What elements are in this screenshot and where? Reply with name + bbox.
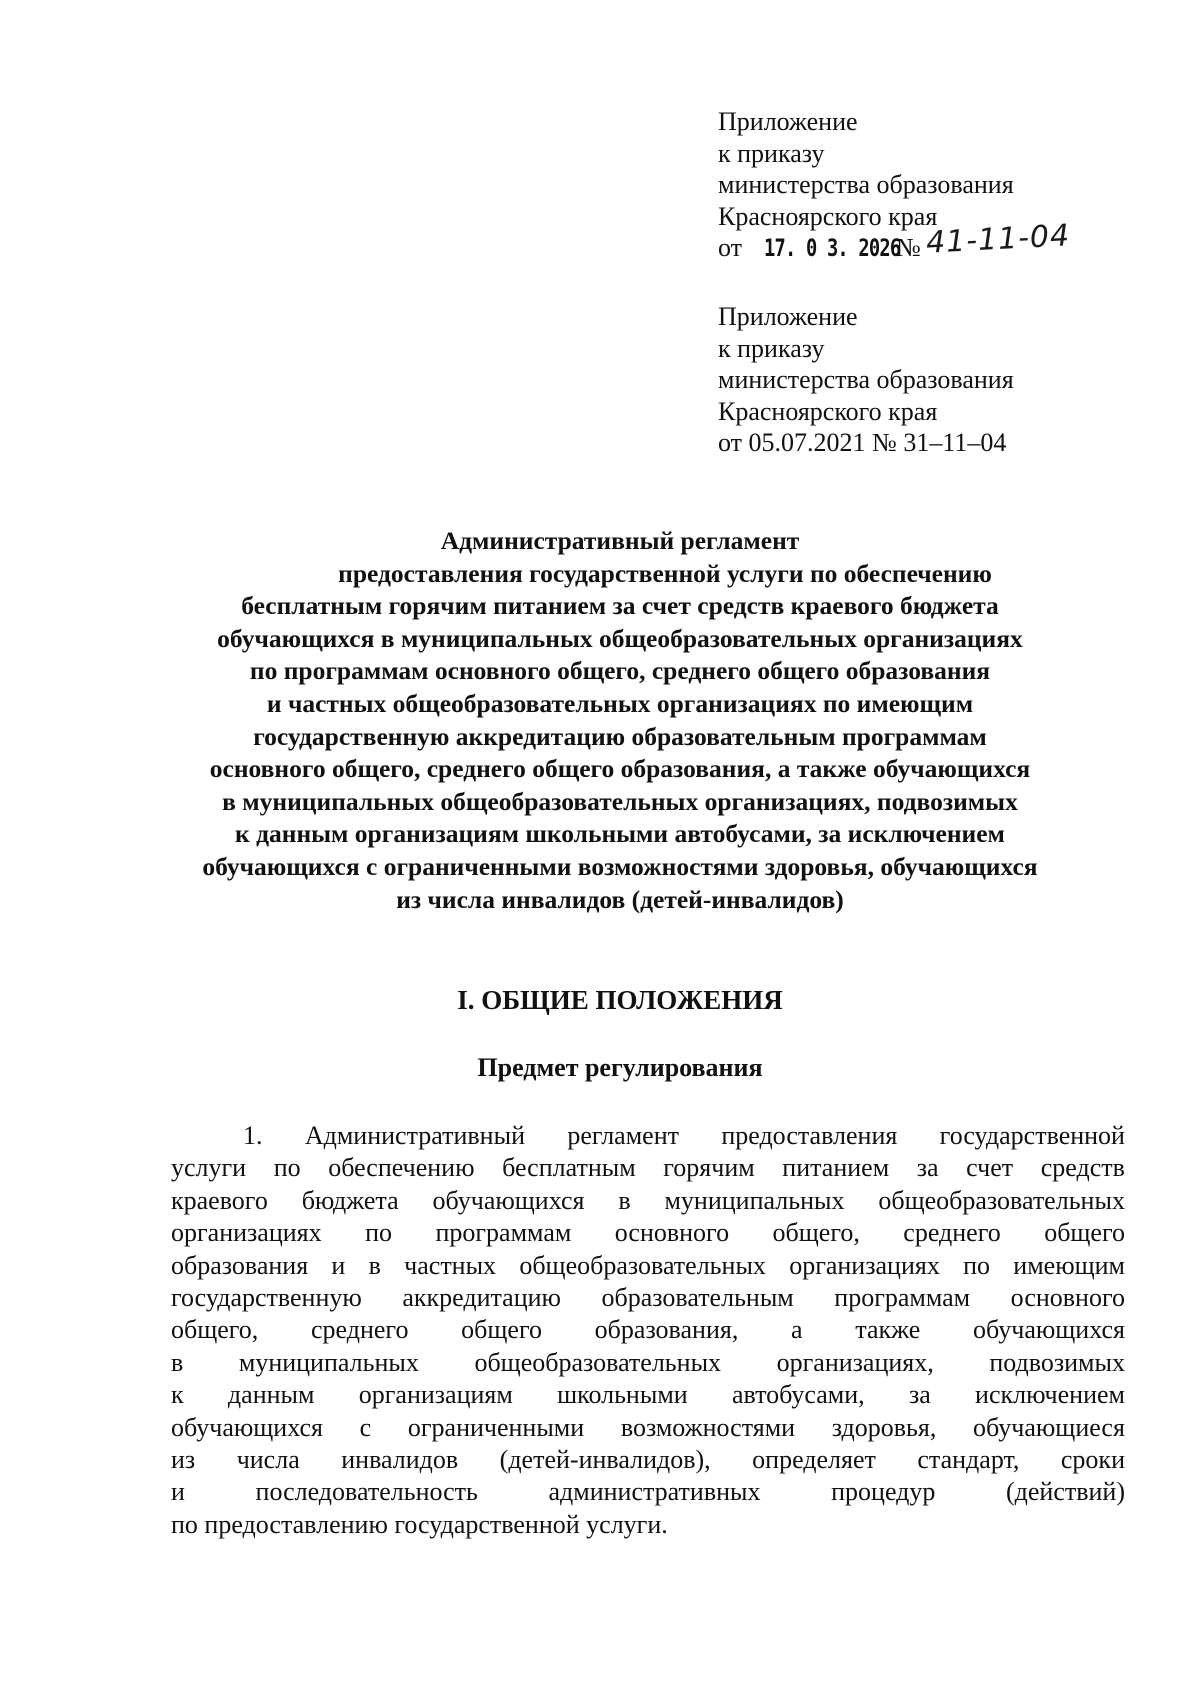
title-line: предоставления государственной услуги по обеспечению [338,558,992,588]
paragraph-word: регламент [567,1121,679,1150]
paragraph-word: организациях [789,1250,940,1280]
paragraph-word: частных [404,1250,497,1280]
paragraph-word: муниципальных [238,1347,419,1377]
paragraph-word: программам [834,1283,971,1313]
paragraph-word: школьными [557,1380,688,1410]
paragraph-word: подвозимых [989,1347,1125,1377]
paragraph-word: данным [227,1380,315,1410]
paragraph-word: в [368,1250,381,1280]
paragraph-word: (действий) [1005,1477,1125,1507]
paragraph-word: программам [435,1218,572,1248]
paragraph-1 [171,1120,1125,1541]
paragraph-word: средств [1040,1153,1125,1183]
paragraph-word: образовательным [601,1283,794,1313]
title-line: государственную аккредитацию образовательным программам [253,721,987,751]
title-line: бесплатным горячим питанием за счет средств краевого бюджета [241,591,999,621]
section-subheading: Предмет регулирования [477,1053,763,1082]
title-line: в муниципальных общеобразовательных организациях, подвозимых [222,786,1018,816]
paragraph-word: за [908,1380,931,1410]
paragraph-word: имеющим [1013,1250,1125,1280]
paragraph-word: аккредитацию [402,1283,561,1313]
paragraph-word: питанием [782,1153,890,1183]
paragraph-word: общего [1044,1218,1125,1248]
paragraph-word: государственную [171,1283,362,1313]
paragraph-word: образования, [594,1315,739,1345]
title-line: и частных общеобразовательных организациях по имеющим [266,688,974,718]
appendix-date-line [718,218,1138,264]
appendix-line: к приказу [718,138,825,168]
paragraph-word: с [359,1412,372,1442]
paragraph-word: обучающихся [973,1315,1125,1345]
paragraph-word: обучающихся [432,1185,585,1215]
paragraph-word: административных [548,1477,761,1507]
paragraph-word: возможностями [620,1412,796,1442]
date-stamp: 17. 0 3. 2026 [764,234,901,263]
paragraph-word: по [963,1250,991,1280]
title-line: из числа инвалидов (детей-инвалидов) [396,884,844,914]
paragraph-word: общего [461,1315,542,1345]
paragraph-word: предоставления [721,1121,898,1150]
paragraph-word: организациях, [776,1347,934,1377]
title-line: обучающихся в муниципальных общеобразовательных организациях [217,623,1023,653]
appendix-line: министерства образования [718,170,1014,200]
appendix-line: к приказу [718,333,825,363]
appendix-line: Красноярского края [718,396,938,426]
document-title [150,525,1090,916]
paragraph-line [171,1314,1125,1346]
paragraph-word: сроки [1060,1445,1125,1475]
paragraph-word: государственной [939,1121,1125,1150]
title-line: обучающихся с ограниченными возможностями здоровья, обучающихся [202,851,1038,881]
paragraph-word: основного [1010,1283,1125,1313]
paragraph-line [171,1250,1125,1282]
paragraph-line [171,1347,1125,1379]
paragraph-word: горячим [663,1153,755,1183]
paragraph-line [171,1152,1125,1184]
paragraph-word: (детей-инвалидов), [499,1445,711,1475]
paragraph-word: за [916,1153,939,1183]
title-line: к данным организациям школьными автобусами, за исключением [235,819,1005,849]
paragraph-line [171,1120,1125,1152]
paragraph-word: обучающихся [171,1412,323,1442]
paragraph-word: в [618,1185,631,1215]
appendix-previous [718,301,1138,459]
paragraph-line [171,1509,1125,1541]
paragraph-word: счет [966,1153,1014,1183]
paragraph-line [171,1379,1125,1411]
paragraph-word: образования [171,1250,309,1280]
paragraph-word: инвалидов [341,1445,459,1475]
paragraph-word: общего, [772,1218,860,1248]
paragraph-word: из [171,1445,196,1475]
paragraph-word: обучающиеся [973,1412,1125,1442]
paragraph-line [171,1217,1125,1249]
number-sign: № [896,233,921,263]
paragraph-word: 1. [243,1121,263,1150]
paragraph-word: краевого [171,1185,268,1215]
paragraph-line [171,1476,1125,1508]
paragraph-word: по предоставлению государственной услуги. [171,1509,668,1539]
paragraph-word: ограниченными [407,1412,585,1442]
section-heading: I. ОБЩИЕ ПОЛОЖЕНИЯ [457,985,783,1015]
paragraph-line [171,1282,1125,1314]
paragraph-word: по [365,1218,393,1248]
paragraph-word: бесплатным [502,1153,636,1183]
paragraph-word: организациях [171,1218,322,1248]
appendix-current [718,106,1138,264]
paragraph-word: автобусами, [731,1380,865,1410]
paragraph-word: Административный [304,1121,525,1150]
paragraph-word: среднего [903,1218,1001,1248]
date-prefix: от [718,233,743,263]
paragraph-word: и [331,1250,346,1280]
paragraph-word: а [791,1315,803,1345]
paragraph-word: здоровья, [831,1412,937,1442]
title-line: основного общего, среднего общего образования, а также обучающихся [209,754,1031,784]
title-line: Административный регламент [440,526,800,555]
paragraph-word: среднего [311,1315,409,1345]
appendix-line: Приложение [718,107,858,136]
appendix-date-line: от 05.07.2021 № 31–11–04 [718,428,1007,458]
paragraph-word: также [855,1315,921,1345]
paragraph-word: стандарт, [917,1445,1020,1475]
paragraph-line [171,1444,1125,1476]
handwritten-order-number: 41-11-04 [925,218,1071,262]
paragraph-word: бюджета [301,1185,399,1215]
paragraph-word: общеобразовательных [878,1185,1125,1215]
paragraph-word: организациям [358,1380,513,1410]
paragraph-line [171,1185,1125,1217]
paragraph-word: в [171,1347,184,1377]
paragraph-word: общего, [171,1315,259,1345]
paragraph-word: числа [236,1445,300,1475]
paragraph-word: муниципальных [664,1185,845,1215]
appendix-line: Красноярского края [718,201,938,231]
paragraph-word: и [171,1477,185,1507]
paragraph-word: услуги [171,1153,247,1183]
paragraph-word: последовательность [255,1477,478,1507]
appendix-line: Приложение [718,302,858,331]
paragraph-word: процедур [831,1477,936,1507]
paragraph-word: к [171,1380,184,1410]
paragraph-word: обеспечению [328,1153,475,1183]
paragraph-word: исключением [975,1380,1125,1410]
paragraph-word: по [273,1153,301,1183]
paragraph-line [171,1412,1125,1444]
title-line: по программам основного общего, среднего общего образования [249,656,991,686]
paragraph-word: общеобразовательных [519,1250,766,1280]
paragraph-word: общеобразовательных [474,1347,722,1377]
appendix-line: министерства образования [718,365,1014,395]
paragraph-word: определяет [752,1445,876,1475]
paragraph-word: основного [614,1218,730,1248]
